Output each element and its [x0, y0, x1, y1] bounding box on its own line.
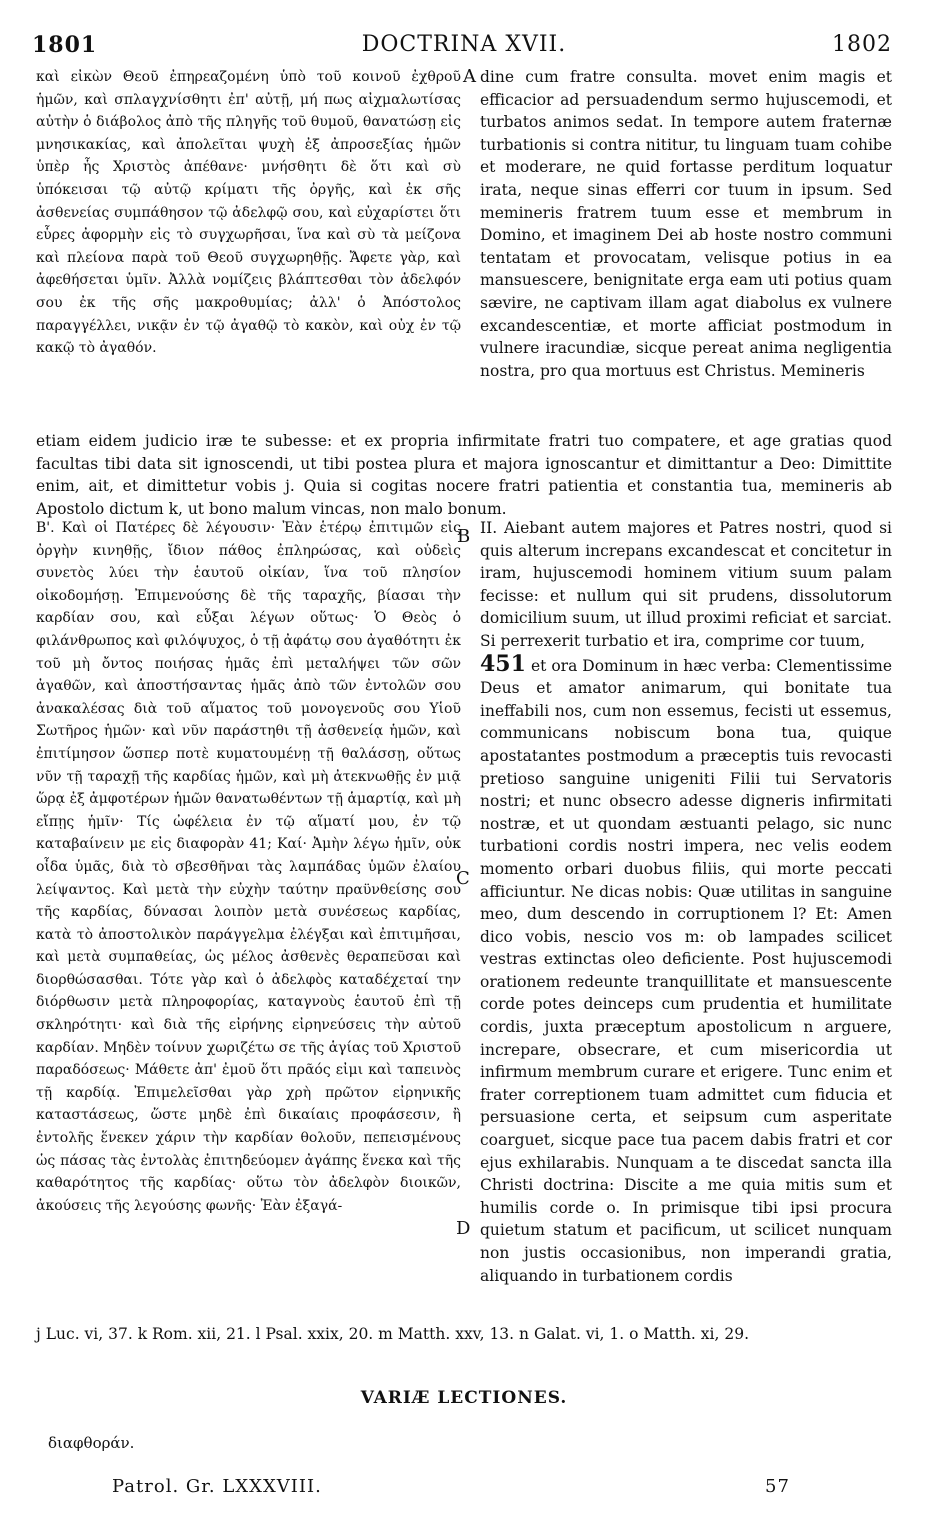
right-page-number: 1802 [832, 32, 892, 57]
section-marker-c: C [456, 868, 470, 889]
greek-column-bottom [36, 517, 461, 1217]
footer-signature: 57 [765, 1476, 790, 1497]
left-page-number: 1801 [32, 32, 98, 58]
section-marker-b: B [457, 526, 471, 547]
latin-text-bottom-1: II. Aiebant autem majores et Patres nostri, quod si quis alterum increpans excandescat et concitetur in iram, hujuscemodi hominem vitium suum palam fecisse: et nullum qui sit prudens, dissolutorum domicilium suum, ut illud proximi reficiat et sarciat. Si perrexerit turbatio et ira, comprime cor tuum, [480, 519, 892, 650]
page-marker: 451 [480, 650, 526, 677]
variae-lectiones-title: VARIÆ LECTIONES. [360, 1388, 568, 1408]
latin-text-top: dine cum fratre consulta. movet enim magis et efficacior ad persuadendum sermo hujuscemodi, et turbatos animos sedat. In tempore autem fraternæ turbationis si contra nititur, tu linguam tuam cohibe et moderare, ne quid fortasse perditum loquatur irata, neque sinas efferri cor tuum in ipsum. Sed memineris fratrem tuum esse et membrum in Domino, et imaginem Dei ab hoste nostro communi tentatam et provocatam, velisque potius in ea mansuescere, benignitate erga eam uti potius quam sævire, ne captivam illam agat diabolus ex vulnere excandescentiæ, et morte afficiat postmodum in vulnere iracundiæ, sicque pereat anima negligentia nostra, pro qua mortuus est Christus. Memineris [480, 68, 892, 380]
latin-column-bottom [480, 517, 892, 1287]
footer-series: Patrol. Gr. LXXXVIII. [112, 1476, 322, 1497]
greek-column-top [36, 66, 461, 360]
variae-lectiones-text: διαφθοράν. [48, 1434, 135, 1452]
latin-column-top [480, 66, 892, 382]
latin-text-full: etiam eidem judicio iræ te subesse: et ex propria infirmitate fratri tuo compatere, et age gratias quod facultas tibi data sit ignoscendi, ut tibi postea plura et majora ignoscantur et dimittantur a Deo: Dimittite enim, ait, et dimittetur vobis j. Quia si cogitas nocere fratri patientia et constantia tua, memineris ab Apostolo dictum k, ut bono malum vincas, non malo bonum. [36, 432, 892, 518]
latin-text-bottom-2: et ora Dominum in hæc verba: Clementissime Deus et amator animarum, qui bonitate tua ineffabili nos, cum non essemus, fecisti ut essemus, communicans nobiscum bona tua, quique apostatantes postmodum a præceptis tuis revocasti pretioso sanguine unigeniti Filii tui Servatoris nostri; et nunc obsecro adesse digneris infirmitati nostræ, et ut quondam æstuanti pelago, sic nunc turbationi cordis nostri impera, nec velis eodem momento orbari duobus filiis, qui morte peccati afficiuntur. Ne dicas nobis: Quæ utilitas in sanguine meo, dum descendo in corruptionem l? Et: Amen dico vobis, nescio vos m: ob lampades scilicet vestras extinctas oleo deficiente. Post hujuscemodi orationem redeunte tranquillitate et mansuescente corde potes deinceps cum prudentia et humilitate cordis, juxta præceptum apostolicum n arguere, increpare, obsecrare, et cum misericordia ut infirmum membrum curare et erigere. Tunc enim et frater correptionem tuam admittet cum fiducia et persuasione certa, et seipsum cum asperitate coarguet, sicque pace tua pacem dabis fratri et cor ejus exhilarabis. Nunquam a te discedat sancta illa Christi doctrina: Discite a me quia mitis sum et humilis corde o. In primisque tibi ipsi procura quietum statum et pacificum, ut scilicet nunquam non justis occasionibus, non imperandi gratia, aliquando in turbationem cordis [480, 656, 892, 1285]
greek-text-bottom: Β'. Καὶ οἱ Πατέρες δὲ λέγουσιν· Ἐὰν ἑτέρῳ ἐπιτιμῶν εἰς ὀργὴν κινηθῇς, ἴδιον πάθος ἐπληρώσας, καὶ οὐδεὶς συνετὸς λύει τὴν ἑαυτοῦ οἰκίαν, ἵνα τοῦ πλησίον οἰκοδομήσῃ. Ἐπιμενούσης δὲ τῆς ταραχῆς, βίασαι τὴν καρδίαν σου, καὶ εὖξαι λέγων οὕτως· Ὁ Θεὸς ὁ φιλάνθρωπος καὶ φιλόψυχος, ὁ τῇ ἀφάτῳ σου ἀγαθότητι ἐκ τοῦ μὴ ὄντος ποιήσας ἡμᾶς ἐπὶ μεταλήψει τῶν σῶν ἀγαθῶν, καὶ ἀποστήσαντας ἡμᾶς ἀπὸ τῶν ἐντολῶν σου ἀνακαλέσας διὰ τοῦ αἵματος τοῦ μονογενοῦς σου Υἱοῦ Σωτῆρος ἡμῶν· καὶ νῦν παράστηθι τῇ ἀσθενείᾳ ἡμῶν, καὶ ἐπιτίμησον ὥσπερ ποτὲ κυματουμένῃ τῇ θαλάσσῃ, οὕτως νῦν τῇ ταραχῇ τῆς καρδίας ἡμῶν, καὶ μὴ ἀτεκνωθῇς ἐν μιᾷ ὥρᾳ ἐξ ἀμφοτέρων ἡμῶν θανατωθέντων τῇ ἁμαρτίᾳ, καὶ μὴ εἴπῃς ἡμῖν· Τίς ὠφέλεια ἐν τῷ αἵματί μου, ἐν τῷ καταβαίνειν με εἰς διαφορὰν 41; Καί· Ἀμὴν λέγω ἡμῖν, οὐκ οἶδα ὑμᾶς, διὰ τὸ σβεσθῆναι τὰς λαμπάδας ὑμῶν ἐλαίου λείψαντος. Καὶ μετὰ τὴν εὐχὴν ταύτην πραϋνθείσης σου τῆς καρδίας, δύνασαι λοιπὸν μετὰ συνέσεως καρδίας, κατὰ τὸ ἀποστολικὸν παράγγελμα ἐλέγξαι καὶ ἐπιτιμῆσαι, καὶ μετὰ συμπαθείας, ὡς μέλος ἀσθενὲς θεραπεῦσαι καὶ διορθώσασθαι. Τότε γὰρ καὶ ὁ ἀδελφὸς καταδέχεταί την διόρθωσιν μετὰ πληροφορίας, καταγνοὺς ἑαυτοῦ ἐπὶ τῇ σκληρότητι· καὶ διὰ τῆς εἰρήνης εἰρηνεύσεις τὴν αὐτοῦ καρδίαν. Μηδὲν τοίνυν χωριζέτω σε τῆς ἁγίας τοῦ Χριστοῦ παραδόσεως· Μάθετε ἀπ' ἐμοῦ ὅτι πρᾶός εἰμι καὶ ταπεινὸς τῇ καρδίᾳ. Ἐπιμελεῖσθαι γὰρ χρὴ πρῶτον εἰρηνικῆς καταστάσεως, ὥστε μηδὲ ἐπὶ δικαίαις προφάσεσιν, ἢ ἐντολῆς ἕνεκεν χάριν τὴν καρδίαν θολοῦν, πεπεισμένους ὡς πάσας τὰς ἐντολὰς ἐπιτηδεύομεν ἀγάπης ἕνεκα καὶ τῆς καθαρότητος τῆς καρδίας· οὕτω τὸν ἀδελφὸν διοικῶν, ἀκούσεις τῆς λεγούσης φωνῆς· Ἐὰν ἐξαγά- [36, 520, 461, 1214]
footnotes: j Luc. vi, 37. k Rom. xii, 21. l Psal. xxix, 20. m Matth. xxv, 13. n Galat. vi, 1. o Matth. xi, 29. [36, 1325, 749, 1343]
section-marker-d: D [456, 1218, 471, 1239]
running-title: DOCTRINA XVII. [361, 32, 567, 57]
latin-full-width-paragraph [36, 430, 892, 520]
greek-text-top: καὶ εἰκὼν Θεοῦ ἐπηρεαζομένη ὑπὸ τοῦ κοινοῦ ἐχθροῦ ἡμῶν, καὶ σπλαγχνίσθητι ἐπ' αὐτῇ, μή πως αἰχμαλωτίσας αὐτὴν ὁ διάβολος ἀπὸ τῆς πληγῆς τοῦ θυμοῦ, θανατώσῃ εἰς μνησικακίας, καὶ ἀπολεῖται ψυχὴ ἐξ ἀπροσεξίας ἡμῶν ὑπὲρ ἧς Χριστὸς ἀπέθανε· μνήσθητι δὲ ὅτι καὶ σὺ ὑπόκεισαι τῷ αὐτῷ κρίματι τῆς ὀργῆς, καὶ ἐκ σῆς ἀσθενείας συμπάθησον τῷ ἀδελφῷ σου, καὶ εὐχαρίστει ὅτι εὗρες ἀφορμὴν εἰς τὸ συγχωρῆσαι, ἵνα καὶ σὺ τὰ μείζονα καὶ πλείονα παρὰ τοῦ Θεοῦ συγχωρηθῇς. Ἄφετε γὰρ, καὶ ἀφεθήσεται ὑμῖν. Ἀλλὰ νομίζεις βλάπτεσθαι τὸν ἀδελφόν σου ἐκ τῆς σῆς μακροθυμίας; ἀλλ' ὁ Ἀπόστολος παραγγέλλει, νικᾷν ἐν τῷ ἀγαθῷ τὸ κακὸν, καὶ οὐχ ἐν τῷ κακῷ τὸ ἀγαθόν. [36, 69, 461, 357]
section-marker-a: A [463, 66, 476, 87]
